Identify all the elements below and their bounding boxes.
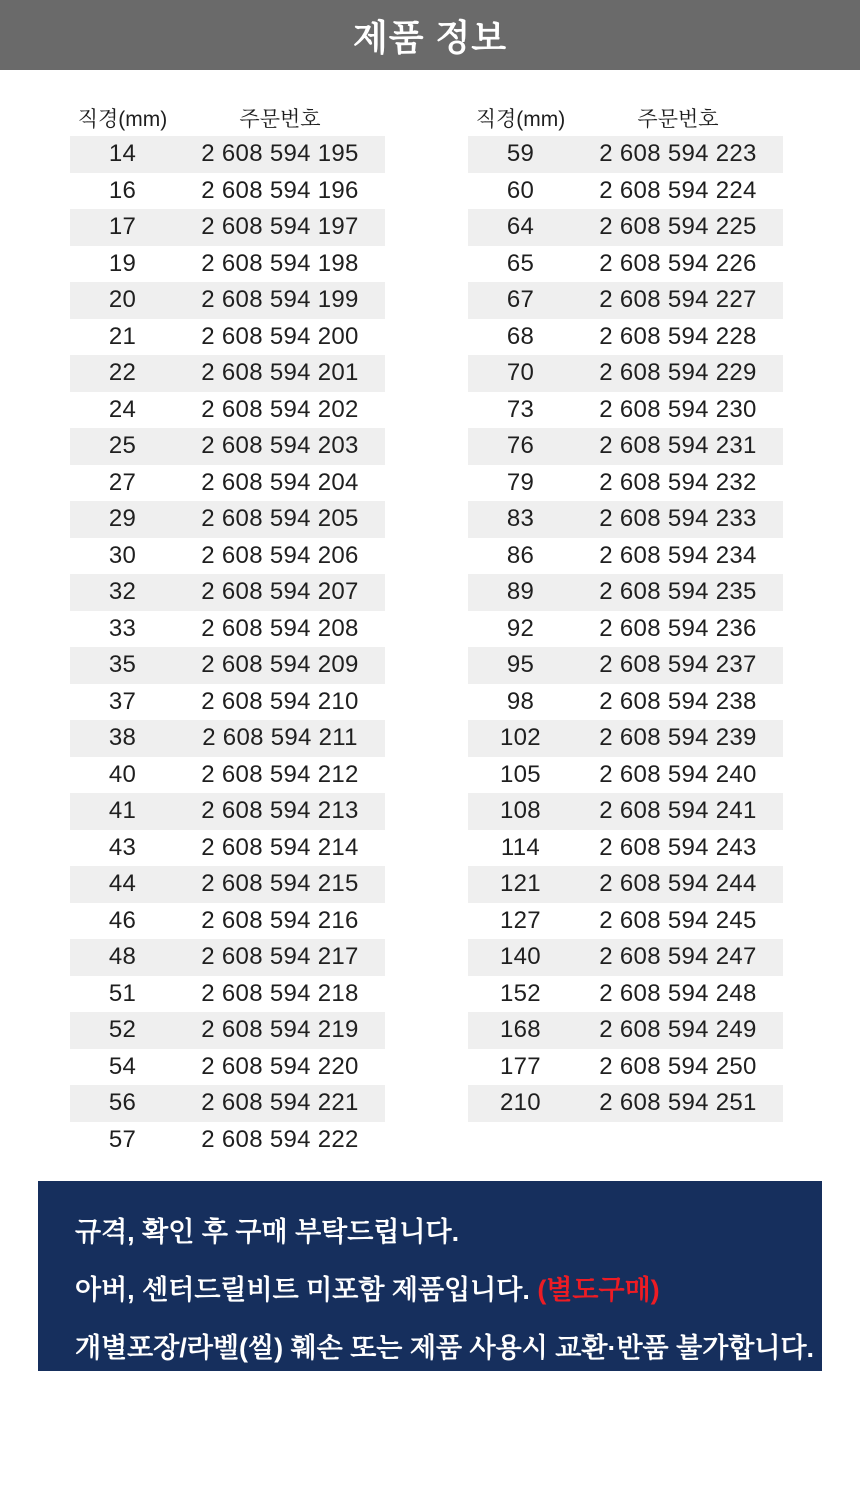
table-row [70,647,385,684]
order-number-value: 2 608 594 207 [201,578,359,606]
diameter-value: 25 [108,432,137,460]
table-row [70,428,385,465]
page-header [0,0,860,70]
diameter-value: 102 [500,724,541,752]
diameter-value: 40 [108,760,137,788]
table-row [468,793,783,830]
order-number-value: 2 608 594 234 [599,541,757,569]
table-row [70,209,385,246]
order-number-value: 2 608 594 201 [201,359,359,387]
table-row [70,319,385,356]
table-row [70,830,385,867]
table-row [70,136,385,173]
table-row [468,1085,783,1122]
diameter-value: 37 [108,687,137,715]
diameter-value: 68 [506,322,535,350]
table-row [70,939,385,976]
diameter-value: 41 [108,797,137,825]
diameter-value: 70 [506,359,535,387]
column-header-order-number: 주문번호 [239,108,321,131]
order-number-value: 2 608 594 205 [201,505,359,533]
order-number-value: 2 608 594 217 [201,943,359,971]
order-number-value: 2 608 594 211 [202,724,358,752]
table-row [468,319,783,356]
order-number-value: 2 608 594 204 [201,468,359,496]
order-number-value: 2 608 594 237 [599,651,757,679]
diameter-value: 65 [506,249,535,277]
order-number-value: 2 608 594 213 [201,797,359,825]
table-row [468,282,783,319]
table-row [468,209,783,246]
order-number-value: 2 608 594 203 [201,432,359,460]
order-number-value: 2 608 594 249 [599,1016,757,1044]
table-row [468,757,783,794]
table-row [468,501,783,538]
diameter-value: 43 [108,833,137,861]
table-row [70,392,385,429]
order-number-value: 2 608 594 198 [201,249,359,277]
order-number-value: 2 608 594 200 [201,322,359,350]
order-number-value: 2 608 594 244 [599,870,757,898]
table-row [70,976,385,1013]
order-number-value: 2 608 594 233 [599,505,757,533]
table-row [468,173,783,210]
diameter-value: 89 [506,578,535,606]
diameter-value: 17 [108,213,137,241]
table-row [70,501,385,538]
table-row [70,1049,385,1086]
order-number-value: 2 608 594 202 [201,395,359,423]
diameter-value: 38 [108,724,137,752]
diameter-value: 16 [108,176,137,204]
diameter-value: 30 [108,541,137,569]
table-row [70,465,385,502]
order-number-value: 2 608 594 230 [599,395,757,423]
diameter-value: 73 [506,395,535,423]
order-number-value: 2 608 594 206 [201,541,359,569]
diameter-value: 114 [500,833,541,861]
diameter-value: 108 [500,797,541,825]
table-body-left [70,136,385,1158]
diameter-value: 22 [108,359,137,387]
order-number-value: 2 608 594 238 [599,687,757,715]
table-row [70,903,385,940]
diameter-value: 76 [506,432,535,460]
diameter-value: 92 [506,614,535,642]
order-number-value: 2 608 594 219 [201,1016,359,1044]
table-header-row [468,100,783,136]
diameter-value: 86 [506,541,535,569]
table-row [468,428,783,465]
diameter-value: 67 [506,286,535,314]
order-number-value: 2 608 594 231 [599,432,757,460]
table-row [468,355,783,392]
diameter-value: 52 [108,1016,137,1044]
order-number-value: 2 608 594 222 [201,1125,359,1153]
order-number-value: 2 608 594 215 [201,870,359,898]
order-table-right [468,100,783,1122]
diameter-value: 121 [500,870,541,898]
table-row [468,136,783,173]
order-number-value: 2 608 594 236 [599,614,757,642]
order-number-value: 2 608 594 218 [201,979,359,1007]
diameter-value: 57 [108,1125,137,1153]
table-row [468,246,783,283]
table-row [70,793,385,830]
order-number-value: 2 608 594 216 [201,906,359,934]
order-number-value: 2 608 594 227 [599,286,757,314]
order-number-value: 2 608 594 212 [201,760,359,788]
order-number-value: 2 608 594 195 [201,140,359,168]
order-number-value: 2 608 594 232 [599,468,757,496]
diameter-value: 168 [500,1016,541,1044]
order-number-value: 2 608 594 241 [599,797,757,825]
table-row [468,830,783,867]
order-number-value: 2 608 594 197 [201,213,359,241]
diameter-value: 56 [108,1089,137,1117]
notice-line-2-highlight: (별도구매) [537,1275,660,1305]
order-table-left [70,100,385,1158]
table-row [468,1049,783,1086]
order-number-value: 2 608 594 210 [201,687,359,715]
table-row [468,392,783,429]
diameter-value: 19 [108,249,137,277]
table-header-row [70,100,385,136]
notice-line-3: 개별포장/라벨(씰) 훼손 또는 제품 사용시 교환·반품 불가합니다. [75,1333,815,1363]
order-number-value: 2 608 594 243 [599,833,757,861]
diameter-value: 33 [108,614,137,642]
order-number-value: 2 608 594 229 [599,359,757,387]
order-number-value: 2 608 594 239 [599,724,757,752]
table-row [468,465,783,502]
diameter-value: 98 [506,687,535,715]
table-row [70,757,385,794]
order-number-value: 2 608 594 235 [599,578,757,606]
table-row [468,611,783,648]
diameter-value: 210 [500,1089,541,1117]
diameter-value: 127 [500,906,541,934]
order-number-value: 2 608 594 209 [201,651,359,679]
diameter-value: 44 [108,870,137,898]
diameter-value: 105 [500,760,541,788]
table-row [70,246,385,283]
order-number-value: 2 608 594 247 [599,943,757,971]
order-number-value: 2 608 594 250 [599,1052,757,1080]
order-number-value: 2 608 594 245 [599,906,757,934]
table-row [70,1085,385,1122]
table-row [468,720,783,757]
diameter-value: 20 [108,286,137,314]
table-row [70,611,385,648]
order-number-value: 2 608 594 226 [599,249,757,277]
table-row [70,538,385,575]
table-body-right [468,136,783,1122]
order-number-value: 2 608 594 214 [201,833,359,861]
table-row [70,1012,385,1049]
diameter-value: 64 [506,213,535,241]
column-header-diameter: 직경(mm) [475,108,566,131]
table-row [70,355,385,392]
table-row [468,939,783,976]
notice-box [38,1181,822,1371]
diameter-value: 14 [108,140,137,168]
table-row [70,1122,385,1159]
column-header-order-number: 주문번호 [637,108,719,131]
notice-line-2 [75,1261,822,1319]
diameter-value: 24 [108,395,137,423]
diameter-value: 46 [108,906,137,934]
order-number-value: 2 608 594 223 [599,140,757,168]
diameter-value: 48 [108,943,137,971]
page-title: 제품 정보 [352,16,508,58]
diameter-value: 79 [506,468,535,496]
table-row [468,684,783,721]
order-number-value: 2 608 594 228 [599,322,757,350]
notice-line-2-text: 아버, 센터드릴비트 미포함 제품입니다. [75,1275,538,1305]
order-number-value: 2 608 594 208 [201,614,359,642]
table-row [468,866,783,903]
diameter-value: 54 [108,1052,137,1080]
diameter-value: 177 [500,1052,541,1080]
table-row [468,1012,783,1049]
diameter-value: 83 [506,505,535,533]
table-row [70,720,385,757]
table-row [70,282,385,319]
order-number-value: 2 608 594 221 [201,1089,359,1117]
diameter-value: 29 [108,505,137,533]
order-number-value: 2 608 594 220 [201,1052,359,1080]
order-number-value: 2 608 594 224 [599,176,757,204]
table-row [468,647,783,684]
order-number-value: 2 608 594 248 [599,979,757,1007]
diameter-value: 59 [506,140,535,168]
table-row [468,538,783,575]
order-number-value: 2 608 594 240 [599,760,757,788]
diameter-value: 51 [108,979,137,1007]
table-row [70,866,385,903]
table-row [468,574,783,611]
table-row [70,684,385,721]
table-row [70,574,385,611]
diameter-value: 152 [500,979,541,1007]
order-number-value: 2 608 594 251 [599,1089,757,1117]
diameter-value: 32 [108,578,137,606]
diameter-value: 27 [108,468,137,496]
order-number-value: 2 608 594 225 [599,213,757,241]
order-number-value: 2 608 594 196 [201,176,359,204]
notice-line-1: 규격, 확인 후 구매 부탁드립니다. [75,1217,460,1247]
diameter-value: 140 [500,943,541,971]
column-header-diameter: 직경(mm) [77,108,168,131]
table-row [468,903,783,940]
diameter-value: 60 [506,176,535,204]
diameter-value: 35 [108,651,137,679]
table-row [70,173,385,210]
order-number-value: 2 608 594 199 [201,286,359,314]
diameter-value: 21 [108,322,137,350]
diameter-value: 95 [506,651,535,679]
table-row [468,976,783,1013]
